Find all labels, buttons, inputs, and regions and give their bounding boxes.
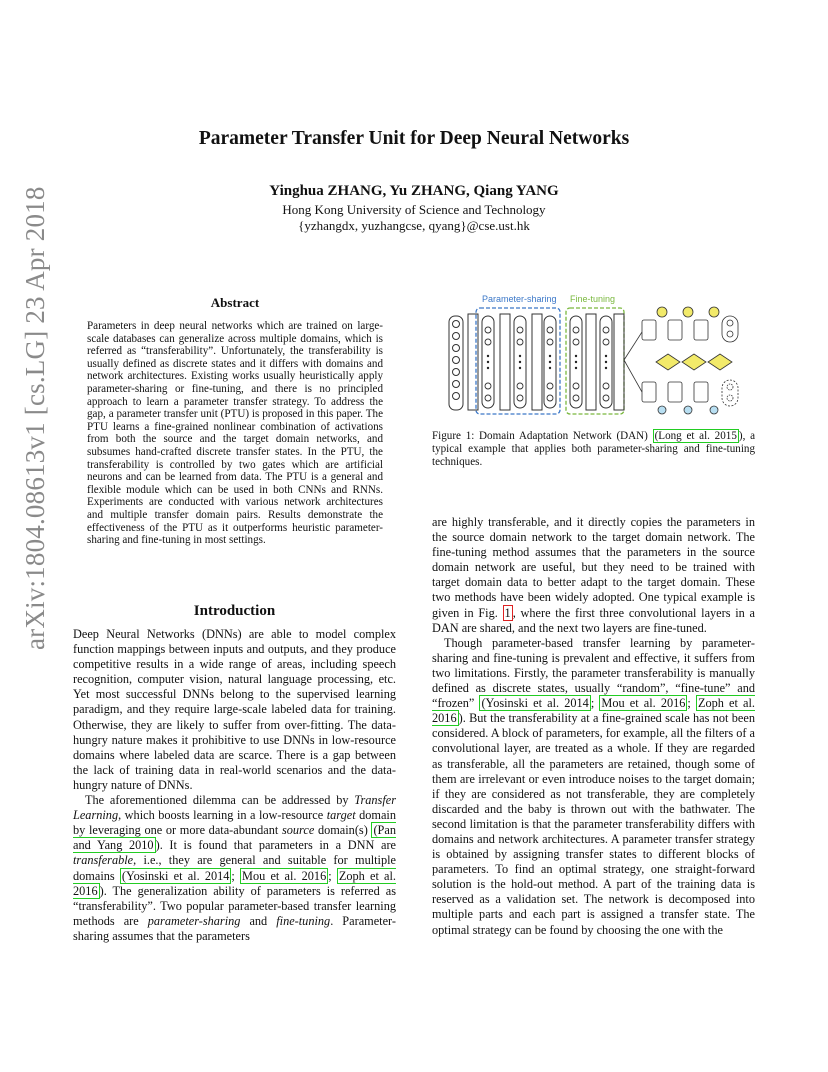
left-column-text (73, 627, 396, 944)
source-branch (624, 307, 738, 392)
author-email: {yzhangdx, yuzhangcse, qyang}@cse.ust.hk (298, 218, 530, 233)
figure-1-dan-diagram (446, 290, 746, 420)
citation-link[interactable]: Mou et al. 2016 (601, 696, 686, 711)
right-paragraph-1: are highly transferable, and it directly copies the parameters in the source domain network to the target domain network. The fine-tuning method assumes that the parameters in the source domain network are useful, but they need to be trained with target domain data to better adapt to the target domain. These two methods have been widely adopted. One typical example is given in Fig. 1 , where the first three convolutional layers in a DAN are shared, and the next two layers are fine-tuned. (432, 515, 755, 635)
author-affiliation: Hong Kong University of Science and Technology (282, 202, 546, 217)
citation-link[interactable]: Mou et al. 2016 (242, 868, 327, 883)
paper-authors: Yinghua ZHANG, Yu ZHANG, Qiang YANG (269, 183, 559, 199)
fine-tuning-label: Fine-tuning (570, 294, 616, 304)
right-paragraph-2: Though parameter-based transfer learning by parameter-sharing and fine-tuning is prevalent and effective, it suffers from two limitations. Firstly, the parameter transferability is manually defined as discrete states, usually “random”, “fine-tune” and “frozen” (Yosinski et al. 2014 ; Mou et al. 2016 ; Zoph et al. 2016 ). But the transferability at a fine-grained scale has not been considered. A block of parameters, for example, all the filters of a convolutional layer, are treated as a whole. If they are regarded as transferable, all the parameters are retained, though some of them are irrelevant or even introduce noises to the target domain; if they are considered as not transferable, they are completely discarded and the baby is thrown out with the bathwater. The second limitation is that the parameter transferability differs with domains and network architectures. A parameter transfer strategy is obtained by assigning transfer states to different blocks of parameters. To find an optimal strategy, one straight-forward solution is the hold-out method. A part of the training data is reserved as a validation set. The network is decomposed into multiple parts and each part is assigned a transfer state. The optimal strategy can be found by choosing the one with the (432, 635, 756, 937)
mmd-gates (656, 354, 732, 370)
parameter-sharing-label: Parameter-sharing (482, 294, 557, 304)
input-layer-column (449, 316, 463, 410)
abstract-heading: Abstract (210, 295, 260, 310)
intro-paragraph-2: The aforementioned dilemma can be addressed by Transfer Learning, which boosts learning in a low-resource target domain by leveraging one or more data-abundant source domain(s) (Pan and Yang 2010 ). It is found that parameters in a DNN are transferable, i.e., they are general and suitable for multiple domains (Yosinski et al. 2014 ; Mou et al. 2016 ; Zoph et al. 2016 ). The generalization ability of parameters is referred as “transferability”. Two popular parameter-based transfer learning methods are parameter-sharing and fine-tuning. Parameter-sharing assumes that the parameters (73, 793, 396, 943)
paper-title: Parameter Transfer Unit for Deep Neural Networks (198, 128, 630, 149)
network-layers (468, 314, 624, 410)
layer-ellipsis-dots (487, 355, 607, 369)
citation-link[interactable]: (Yosinski et al. 2014 (481, 696, 589, 711)
arxiv-identifier-text: arXiv:1804.08613v1 [cs.LG] 23 Apr 2018 (20, 186, 50, 650)
right-column-text (432, 515, 755, 938)
arxiv-identifier (18, 186, 52, 650)
figure-reference-link[interactable]: 1 (504, 605, 511, 620)
abstract-body: Parameters in deep neural networks which are trained on large-scale databases can generalize across multiple domains, which is referred as “transferability”. Unfortunately, the transferability is usually defined as discrete states and it differs with domains and network architectures. Existing works usually heuristically apply parameter-sharing or fine-tuning, and there is no principled approach to learn a parameter transfer strategy. To address the gap, a parameter transfer unit (PTU) is proposed in this paper. The PTU learns a fine-grained nonlinear combination of activations from both the source and the target domain networks, and subsumes hand-crafted discrete transfer states. In the PTU, the transferability is controlled by two gates which are artificial neurons and can be learned from data. The PTU is a general and flexible module which can be used in both CNNs and RNNs. Experiments are conducted with various network architectures and multiple transfer domain pairs. Results demonstrate the effectiveness of the PTU as it outperforms heuristic parameter-sharing and fine-tuning in most settings. (87, 320, 383, 547)
fine-tuning-box (566, 308, 624, 414)
feature-circles (485, 327, 609, 401)
citation-link[interactable]: Zoph et al. 2016 (432, 696, 755, 726)
citation-link[interactable]: (Yosinski et al. 2014 (121, 868, 230, 883)
introduction-heading: Introduction (193, 603, 276, 619)
intro-paragraph-1: Deep Neural Networks (DNNs) are able to model complex function mappings between inputs and outputs, and they produce competitive results in a wide range of areas, including speech recognition, computer vision, natural language processing, etc. Yet most successful DNNs belong to the supervised learning paradigm, and they require large-scale labeled data for training. Otherwise, they are likely to suffer from over-fitting. The data-hungry nature makes it prohibitive to use DNNs in low-resource domains where labeled data are scarce. There is a gap between the lack of training data in real-world scenarios and the data-hungry nature of DNNs. (73, 627, 396, 792)
citation-link[interactable]: (Long et al. 2015 (654, 430, 737, 442)
target-branch (642, 380, 738, 414)
citation-link[interactable]: (Pan and Yang 2010 (73, 823, 396, 853)
figure-1-caption: Figure 1: Domain Adaptation Network (DAN) (Long et al. 2015 ), a typical example that applies both parameter-sharing and fine-tuning techniques. (432, 430, 755, 468)
citation-link[interactable]: Zoph et al. 2016 (73, 868, 396, 898)
